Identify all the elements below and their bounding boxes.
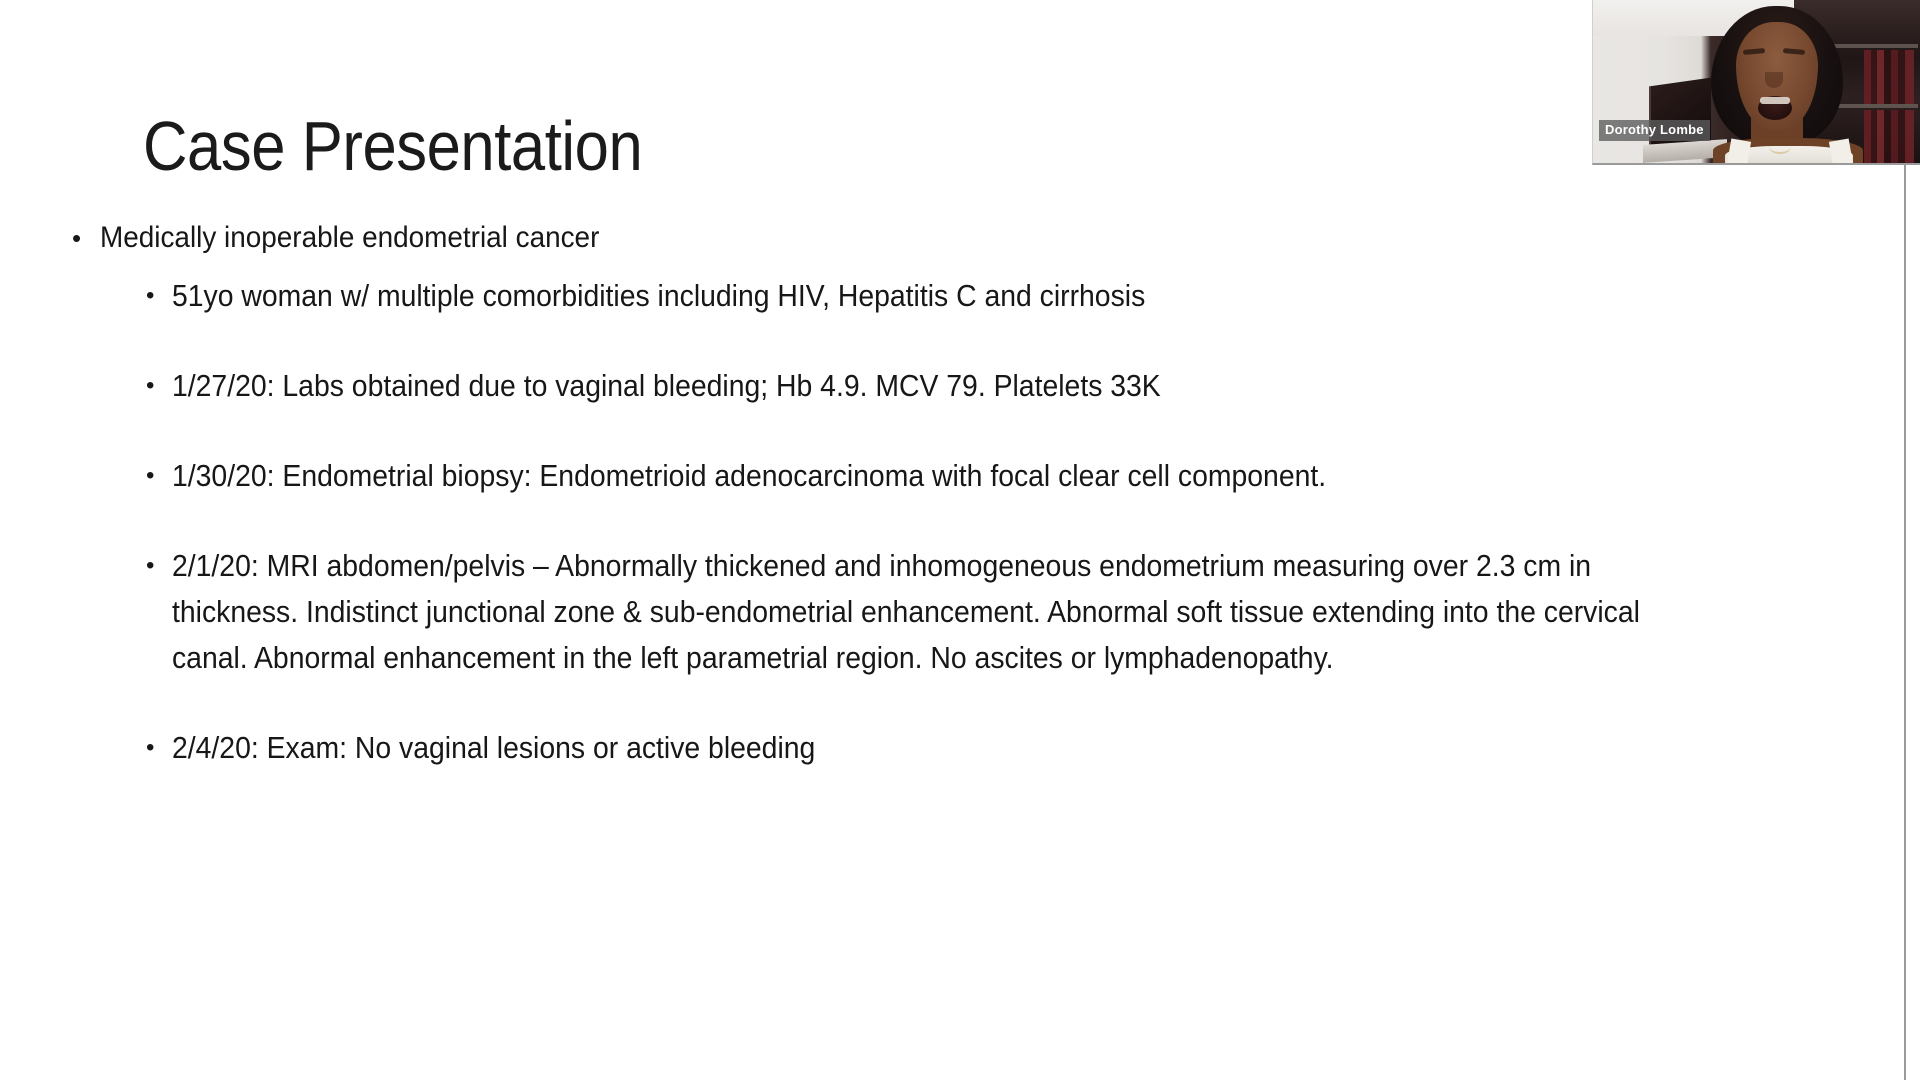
- bullet-item: [0, 273, 1906, 319]
- bullet-item: [0, 453, 1906, 499]
- slide-title: Case Presentation: [143, 107, 643, 185]
- person-eye: [1783, 58, 1803, 66]
- bookshelf-books: [1864, 50, 1914, 104]
- bullet-marker: •: [146, 282, 155, 309]
- bullet-item: [0, 543, 1906, 681]
- bullet-marker: •: [146, 734, 155, 761]
- bullet-text: 1/27/20: Labs obtained due to vaginal bleeding; Hb 4.9. MCV 79. Platelets 33K: [172, 369, 1161, 403]
- bullet-marker: •: [146, 462, 155, 489]
- bullet-marker: •: [146, 552, 155, 579]
- bullet-item: [0, 725, 1906, 771]
- person-nose: [1765, 72, 1783, 88]
- bullet-marker: •: [72, 223, 82, 253]
- person-shirt-strap: [1727, 138, 1751, 165]
- bullet-text: 51yo woman w/ multiple comorbidities including HIV, Hepatitis C and cirrhosis: [172, 279, 1146, 313]
- bullet-item: [0, 215, 1906, 261]
- bullet-marker: •: [146, 372, 155, 399]
- bullet-text: 2/4/20: Exam: No vaginal lesions or active bleeding: [172, 731, 816, 765]
- person-necklace: [1769, 140, 1791, 154]
- bullet-item: [0, 363, 1906, 409]
- person-eye: [1744, 58, 1764, 66]
- bullet-text: Medically inoperable endometrial cancer: [100, 221, 600, 254]
- participant-name-badge: Dorothy Lombe: [1599, 120, 1710, 141]
- person-teeth: [1760, 97, 1790, 104]
- bullet-text: 1/30/20: Endometrial biopsy: Endometrioid adenocarcinoma with focal clear cell component.: [172, 459, 1327, 493]
- bullet-text: 2/1/20: MRI abdomen/pelvis – Abnormally thickened and inhomogeneous endometrium measuring over 2.3 cm in thickness. Indistinct junctional zone & sub-endometrial enhancement. Abnormal soft tissue extending into the cervical canal. Abnormal enhancement in the left parametrial region. No ascites or lymphadenopathy.: [172, 549, 1640, 675]
- webcam-tile[interactable]: [1592, 0, 1920, 165]
- bookshelf-books: [1864, 110, 1914, 164]
- slide-body: [0, 215, 1906, 815]
